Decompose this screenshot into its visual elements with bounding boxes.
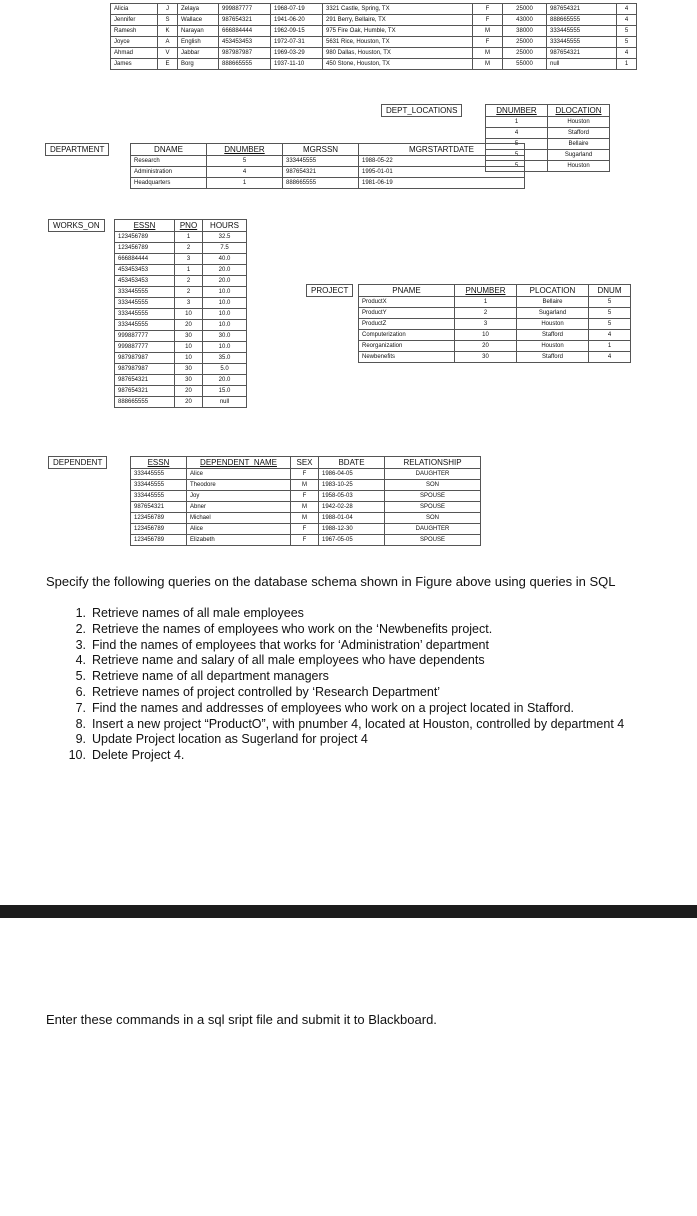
- table-cell: 666884444: [219, 26, 271, 37]
- table-cell: Bellaire: [548, 139, 610, 150]
- question-list: [66, 606, 656, 764]
- table-cell: 3: [455, 319, 517, 330]
- table-cell: Houston: [517, 319, 589, 330]
- list-item-text: Retrieve name and salary of all male employees who have dependents: [92, 653, 485, 668]
- table-cell: 333445555: [115, 298, 175, 309]
- table-row: [131, 535, 481, 546]
- table-cell: 32.5: [203, 232, 247, 243]
- table-cell: 1: [617, 59, 637, 70]
- table-cell: 999887777: [219, 4, 271, 15]
- table-cell: Ramesh: [111, 26, 158, 37]
- table-cell: Stafford: [517, 330, 589, 341]
- table-cell: null: [203, 397, 247, 408]
- table-cell: 1941-06-20: [271, 15, 323, 26]
- table-row: [359, 330, 631, 341]
- table-cell: 30: [455, 352, 517, 363]
- project-header: PLOCATION: [517, 285, 589, 297]
- table-cell: DAUGHTER: [385, 469, 481, 480]
- table-row: [131, 502, 481, 513]
- table-cell: 7.5: [203, 243, 247, 254]
- table-cell: 987654321: [115, 375, 175, 386]
- table-cell: SPOUSE: [385, 502, 481, 513]
- table-cell: 2: [175, 243, 203, 254]
- table-cell: Research: [131, 156, 207, 167]
- table-cell: 20: [175, 397, 203, 408]
- table-cell: 1: [175, 232, 203, 243]
- table-cell: Sugarland: [548, 150, 610, 161]
- table-cell: SPOUSE: [385, 535, 481, 546]
- table-row: [359, 308, 631, 319]
- list-item-text: Insert a new project “ProductO”, with pnumber 4, located at Houston, controlled by department 4: [92, 716, 625, 731]
- table-row: [359, 352, 631, 363]
- dependent-header: RELATIONSHIP: [385, 457, 481, 469]
- table-cell: ProductZ: [359, 319, 455, 330]
- dept-locations-header: DNUMBER: [486, 105, 548, 117]
- table-cell: 5: [589, 308, 631, 319]
- table-cell: E: [158, 59, 178, 70]
- list-item-text: Update Project location as Sugerland for project 4: [92, 732, 368, 747]
- table-cell: 5: [617, 37, 637, 48]
- table-cell: 987987987: [219, 48, 271, 59]
- table-cell: Bellaire: [517, 297, 589, 308]
- table-cell: 5631 Rice, Houston, TX: [323, 37, 473, 48]
- table-cell: SON: [385, 513, 481, 524]
- table-cell: 30: [175, 364, 203, 375]
- table-row: [486, 128, 610, 139]
- list-item: [66, 748, 656, 764]
- table-cell: Jabbar: [178, 48, 219, 59]
- table-row: [111, 48, 637, 59]
- employee-table: [110, 3, 637, 70]
- table-cell: 1962-09-15: [271, 26, 323, 37]
- works-on-header: ESSN: [115, 220, 175, 232]
- table-cell: F: [291, 524, 319, 535]
- table-row: [131, 178, 525, 189]
- table-cell: 30: [175, 331, 203, 342]
- table-cell: 1: [175, 265, 203, 276]
- table-cell: Stafford: [517, 352, 589, 363]
- table-cell: Houston: [548, 161, 610, 172]
- table-cell: James: [111, 59, 158, 70]
- table-cell: Houston: [517, 341, 589, 352]
- table-cell: 20: [175, 386, 203, 397]
- table-cell: 333445555: [283, 156, 359, 167]
- table-cell: 5: [617, 26, 637, 37]
- list-item: [66, 685, 656, 701]
- works-on-table: [114, 219, 247, 408]
- table-row: [115, 364, 247, 375]
- table-cell: K: [158, 26, 178, 37]
- table-cell: 20.0: [203, 375, 247, 386]
- department-label: DEPARTMENT: [45, 143, 109, 156]
- table-cell: 123456789: [115, 232, 175, 243]
- table-cell: F: [473, 15, 503, 26]
- department-header: MGRSSN: [283, 144, 359, 156]
- table-cell: Theodore: [187, 480, 291, 491]
- table-cell: 10: [175, 342, 203, 353]
- works-on-label: WORKS_ON: [48, 219, 105, 232]
- table-cell: 1972-07-31: [271, 37, 323, 48]
- table-cell: 975 Fire Oak, Humble, TX: [323, 26, 473, 37]
- table-row: [111, 26, 637, 37]
- table-row: [115, 309, 247, 320]
- table-cell: 1986-04-05: [319, 469, 385, 480]
- table-cell: 3: [175, 298, 203, 309]
- table-cell: 987654321: [115, 386, 175, 397]
- table-row: [359, 319, 631, 330]
- table-cell: 333445555: [115, 320, 175, 331]
- database-schema-figure: [0, 0, 697, 560]
- table-cell: 30: [175, 375, 203, 386]
- table-cell: SPOUSE: [385, 491, 481, 502]
- table-cell: 10.0: [203, 342, 247, 353]
- table-row: [115, 232, 247, 243]
- department-header: DNUMBER: [207, 144, 283, 156]
- dept-locations-label: DEPT_LOCATIONS: [381, 104, 462, 117]
- table-cell: Jennifer: [111, 15, 158, 26]
- table-cell: 2: [455, 308, 517, 319]
- project-label: PROJECT: [306, 284, 353, 297]
- table-cell: 4: [589, 352, 631, 363]
- table-cell: SON: [385, 480, 481, 491]
- table-cell: Computerization: [359, 330, 455, 341]
- table-cell: Headquarters: [131, 178, 207, 189]
- table-cell: 4: [617, 15, 637, 26]
- table-row: [111, 37, 637, 48]
- list-item-number: 3.: [75, 637, 86, 652]
- table-cell: 888665555: [219, 59, 271, 70]
- table-cell: 333445555: [547, 26, 617, 37]
- table-cell: 1: [486, 117, 548, 128]
- table-cell: 20: [175, 320, 203, 331]
- table-row: [486, 117, 610, 128]
- table-row: [115, 375, 247, 386]
- table-cell: 1942-02-28: [319, 502, 385, 513]
- table-cell: 987654321: [131, 502, 187, 513]
- table-row: [115, 353, 247, 364]
- dependent-header: SEX: [291, 457, 319, 469]
- table-cell: 10: [455, 330, 517, 341]
- table-cell: 987654321: [547, 48, 617, 59]
- list-item-text: Retrieve names of project controlled by ‘Research Department’: [92, 684, 441, 699]
- table-cell: 5.0: [203, 364, 247, 375]
- table-cell: 123456789: [115, 243, 175, 254]
- table-cell: 3321 Castle, Spring, TX: [323, 4, 473, 15]
- list-item: [66, 732, 656, 748]
- list-item-number: 2.: [75, 621, 86, 636]
- table-cell: 15.0: [203, 386, 247, 397]
- table-cell: 888665555: [283, 178, 359, 189]
- list-item: [66, 669, 656, 685]
- table-row: [111, 15, 637, 26]
- table-cell: Abner: [187, 502, 291, 513]
- table-cell: 4: [207, 167, 283, 178]
- table-cell: M: [291, 513, 319, 524]
- table-cell: 1981-06-19: [359, 178, 525, 189]
- table-row: [115, 243, 247, 254]
- table-cell: 1969-03-29: [271, 48, 323, 59]
- table-cell: 888665555: [547, 15, 617, 26]
- table-cell: 1995-01-01: [359, 167, 525, 178]
- list-item-text: Retrieve names of all male employees: [92, 606, 304, 620]
- table-cell: 2: [175, 287, 203, 298]
- table-row: [115, 331, 247, 342]
- table-cell: null: [547, 59, 617, 70]
- table-cell: Michael: [187, 513, 291, 524]
- table-cell: Narayan: [178, 26, 219, 37]
- list-item: [66, 717, 656, 733]
- table-cell: 999887777: [115, 342, 175, 353]
- table-row: [131, 513, 481, 524]
- works-on-header: HOURS: [203, 220, 247, 232]
- table-cell: 333445555: [131, 469, 187, 480]
- list-item-text: Find the names of employees that works for ‘Administration’ department: [92, 637, 489, 652]
- table-cell: 10.0: [203, 287, 247, 298]
- table-row: [115, 287, 247, 298]
- table-cell: Elizabeth: [187, 535, 291, 546]
- table-cell: DAUGHTER: [385, 524, 481, 535]
- table-cell: 123456789: [131, 524, 187, 535]
- table-cell: M: [291, 480, 319, 491]
- table-cell: 987987987: [115, 364, 175, 375]
- list-item-number: 8.: [75, 716, 86, 731]
- table-cell: 55000: [503, 59, 547, 70]
- table-row: [115, 386, 247, 397]
- table-cell: 4: [486, 128, 548, 139]
- table-cell: 987987987: [115, 353, 175, 364]
- table-row: [115, 298, 247, 309]
- table-cell: 453453453: [219, 37, 271, 48]
- table-cell: S: [158, 15, 178, 26]
- list-item: [66, 638, 656, 654]
- footer-instruction: Enter these commands in a sql sript file and submit it to Blackboard.: [46, 1012, 437, 1027]
- table-cell: Joyce: [111, 37, 158, 48]
- table-row: [131, 491, 481, 502]
- project-table: [358, 284, 631, 363]
- table-row: [115, 342, 247, 353]
- table-cell: 1988-12-30: [319, 524, 385, 535]
- table-cell: 1988-05-22: [359, 156, 525, 167]
- table-cell: Borg: [178, 59, 219, 70]
- list-item-text: Delete Project 4.: [92, 748, 185, 763]
- list-item-number: 7.: [75, 700, 86, 715]
- table-cell: 987654321: [219, 15, 271, 26]
- table-cell: 20.0: [203, 276, 247, 287]
- list-item: [66, 653, 656, 669]
- dept-locations-header: DLOCATION: [548, 105, 610, 117]
- table-cell: 1: [589, 341, 631, 352]
- list-item-number: 4.: [75, 653, 86, 668]
- table-cell: Wallace: [178, 15, 219, 26]
- table-cell: 40.0: [203, 254, 247, 265]
- department-header: DNAME: [131, 144, 207, 156]
- list-item-text: Retrieve the names of employees who work on the ‘Newbenefits project.: [92, 621, 493, 636]
- list-item: [66, 622, 656, 638]
- table-row: [131, 469, 481, 480]
- table-cell: Administration: [131, 167, 207, 178]
- table-cell: 1968-07-19: [271, 4, 323, 15]
- table-cell: 333445555: [131, 491, 187, 502]
- table-cell: 5: [589, 319, 631, 330]
- table-cell: A: [158, 37, 178, 48]
- table-cell: 980 Dallas, Houston, TX: [323, 48, 473, 59]
- table-cell: Ahmad: [111, 48, 158, 59]
- table-cell: 123456789: [131, 535, 187, 546]
- list-item-number: 5.: [75, 669, 86, 684]
- table-cell: F: [291, 469, 319, 480]
- table-cell: Stafford: [548, 128, 610, 139]
- table-row: [131, 167, 525, 178]
- table-cell: 1988-01-04: [319, 513, 385, 524]
- table-cell: Houston: [548, 117, 610, 128]
- table-cell: Newbenefits: [359, 352, 455, 363]
- table-row: [359, 341, 631, 352]
- list-item-number: 6.: [75, 684, 86, 699]
- project-header: PNUMBER: [455, 285, 517, 297]
- table-cell: F: [473, 4, 503, 15]
- table-cell: 453453453: [115, 265, 175, 276]
- table-cell: Zelaya: [178, 4, 219, 15]
- table-cell: F: [473, 37, 503, 48]
- department-header: MGRSTARTDATE: [359, 144, 525, 156]
- list-item-number: 9.: [75, 732, 86, 747]
- table-cell: 453453453: [115, 276, 175, 287]
- table-cell: ProductY: [359, 308, 455, 319]
- table-cell: 25000: [503, 48, 547, 59]
- table-cell: 1: [455, 297, 517, 308]
- table-cell: 20.0: [203, 265, 247, 276]
- table-cell: 5: [486, 161, 548, 172]
- table-cell: J: [158, 4, 178, 15]
- table-cell: 10.0: [203, 320, 247, 331]
- table-cell: M: [473, 59, 503, 70]
- table-cell: F: [291, 535, 319, 546]
- dependent-header: DEPENDENT_NAME: [187, 457, 291, 469]
- dependent-label: DEPENDENT: [48, 456, 107, 469]
- table-cell: English: [178, 37, 219, 48]
- table-cell: 30.0: [203, 331, 247, 342]
- table-cell: 10.0: [203, 298, 247, 309]
- table-row: [131, 524, 481, 535]
- table-cell: Sugarland: [517, 308, 589, 319]
- list-item: [66, 606, 656, 622]
- table-cell: 291 Berry, Bellaire, TX: [323, 15, 473, 26]
- list-item-text: Retrieve name of all department managers: [92, 669, 329, 684]
- table-cell: 25000: [503, 4, 547, 15]
- table-cell: 5: [589, 297, 631, 308]
- list-item-text: Find the names and addresses of employees who work on a project located in Stafford.: [92, 700, 574, 715]
- table-cell: 1937-11-10: [271, 59, 323, 70]
- table-cell: 987654321: [547, 4, 617, 15]
- table-cell: Reorganization: [359, 341, 455, 352]
- table-cell: 888665555: [115, 397, 175, 408]
- table-cell: 10: [175, 353, 203, 364]
- table-cell: Alicia: [111, 4, 158, 15]
- dependent-table: [130, 456, 481, 546]
- list-item-number: 10.: [68, 748, 86, 763]
- table-cell: ProductX: [359, 297, 455, 308]
- table-cell: 5: [207, 156, 283, 167]
- table-cell: 666884444: [115, 254, 175, 265]
- table-cell: Joy: [187, 491, 291, 502]
- table-cell: 5: [486, 139, 548, 150]
- table-cell: 38000: [503, 26, 547, 37]
- table-cell: 25000: [503, 37, 547, 48]
- table-cell: 333445555: [547, 37, 617, 48]
- table-cell: 43000: [503, 15, 547, 26]
- table-row: [115, 276, 247, 287]
- table-cell: 3: [175, 254, 203, 265]
- divider-bar: [0, 905, 697, 918]
- instructions-text: Specify the following queries on the database schema shown in Figure above using queries in SQL: [46, 574, 616, 589]
- table-cell: 450 Stone, Houston, TX: [323, 59, 473, 70]
- list-item-number: 1.: [75, 606, 86, 620]
- table-cell: 987654321: [283, 167, 359, 178]
- table-cell: M: [473, 48, 503, 59]
- table-row: [359, 297, 631, 308]
- table-cell: 5: [486, 150, 548, 161]
- table-cell: 4: [617, 48, 637, 59]
- table-row: [111, 59, 637, 70]
- table-cell: 4: [589, 330, 631, 341]
- dependent-header: ESSN: [131, 457, 187, 469]
- project-header: DNUM: [589, 285, 631, 297]
- works-on-header: PNO: [175, 220, 203, 232]
- table-cell: 20: [455, 341, 517, 352]
- table-row: [115, 265, 247, 276]
- table-row: [131, 480, 481, 491]
- table-cell: M: [291, 502, 319, 513]
- table-row: [115, 397, 247, 408]
- table-cell: Alice: [187, 524, 291, 535]
- dependent-header: BDATE: [319, 457, 385, 469]
- table-cell: 999887777: [115, 331, 175, 342]
- table-cell: 123456789: [131, 513, 187, 524]
- table-cell: 1967-05-05: [319, 535, 385, 546]
- project-header: PNAME: [359, 285, 455, 297]
- table-cell: 2: [175, 276, 203, 287]
- table-row: [131, 156, 525, 167]
- table-row: [111, 4, 637, 15]
- table-cell: 1983-10-25: [319, 480, 385, 491]
- department-table: [130, 143, 525, 189]
- table-cell: 10: [175, 309, 203, 320]
- table-cell: Alice: [187, 469, 291, 480]
- table-cell: V: [158, 48, 178, 59]
- table-cell: 333445555: [115, 309, 175, 320]
- table-row: [115, 320, 247, 331]
- table-cell: 333445555: [115, 287, 175, 298]
- table-cell: 4: [617, 4, 637, 15]
- table-cell: F: [291, 491, 319, 502]
- table-cell: 10.0: [203, 309, 247, 320]
- table-cell: 1958-05-03: [319, 491, 385, 502]
- table-row: [115, 254, 247, 265]
- table-cell: M: [473, 26, 503, 37]
- list-item: [66, 701, 656, 717]
- table-cell: 333445555: [131, 480, 187, 491]
- table-cell: 1: [207, 178, 283, 189]
- table-cell: 35.0: [203, 353, 247, 364]
